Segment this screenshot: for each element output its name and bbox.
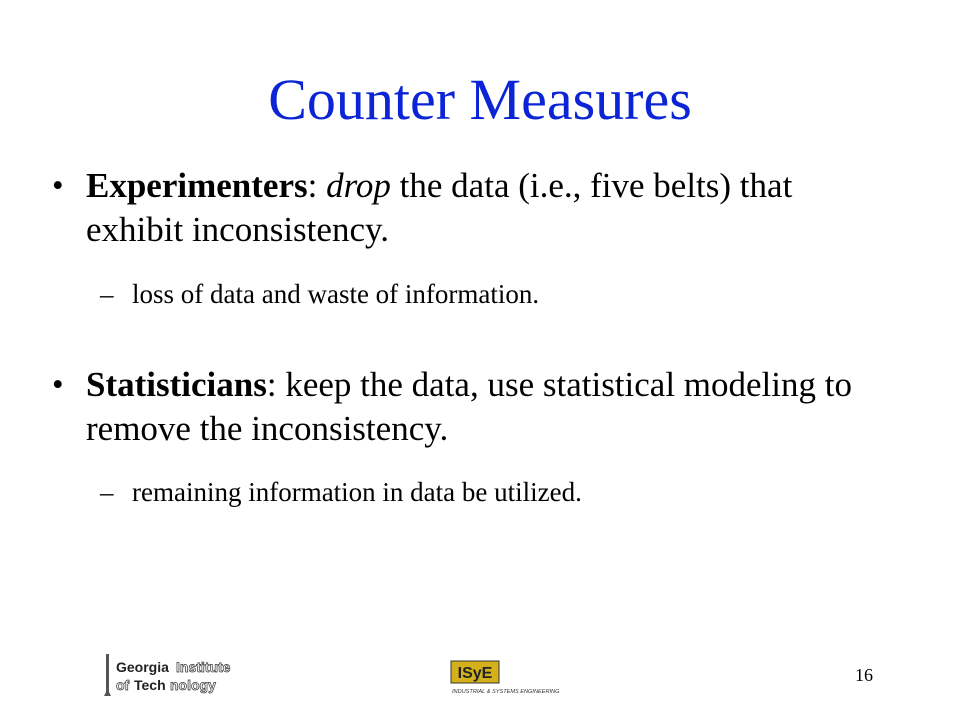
logo-caption: INDUSTRIAL & SYSTEMS ENGINEERING (452, 689, 560, 695)
georgia-tech-logo (102, 652, 242, 698)
bullet-lead: Experimenters (86, 166, 308, 205)
logo-text: Institute (176, 659, 231, 675)
logo-text: nology (170, 677, 216, 693)
logo-text: Tech (134, 677, 166, 693)
isye-logo (450, 660, 565, 696)
sub-bullet-text: loss of data and waste of information. (132, 279, 540, 309)
bullet-experimenters (52, 164, 886, 252)
sub-bullet-text: remaining information in data be utilized. (132, 477, 582, 507)
logo-text: of (116, 677, 130, 693)
slide-title: Counter Measures (268, 67, 692, 132)
sub-bullet-symbol: – (100, 279, 114, 309)
sub-bullet-symbol: – (100, 477, 114, 507)
logo-text: Georgia (116, 659, 169, 675)
page-number: 16 (855, 665, 873, 685)
bullet-symbol: • (52, 168, 64, 204)
bullet-text: : (307, 166, 327, 205)
bullet-emphasis: drop (326, 166, 391, 205)
bullet-text: : keep the data, use statistical modeling to remove the inconsistency. (86, 365, 852, 448)
logo-mark: ISyE (457, 665, 493, 682)
bullet-lead: Statisticians (86, 365, 267, 404)
bullet-symbol: • (52, 367, 64, 403)
bullet-text: the data (i.e., five belts) that exhibit inconsistency. (86, 166, 793, 249)
bullet-statisticians (52, 363, 886, 451)
